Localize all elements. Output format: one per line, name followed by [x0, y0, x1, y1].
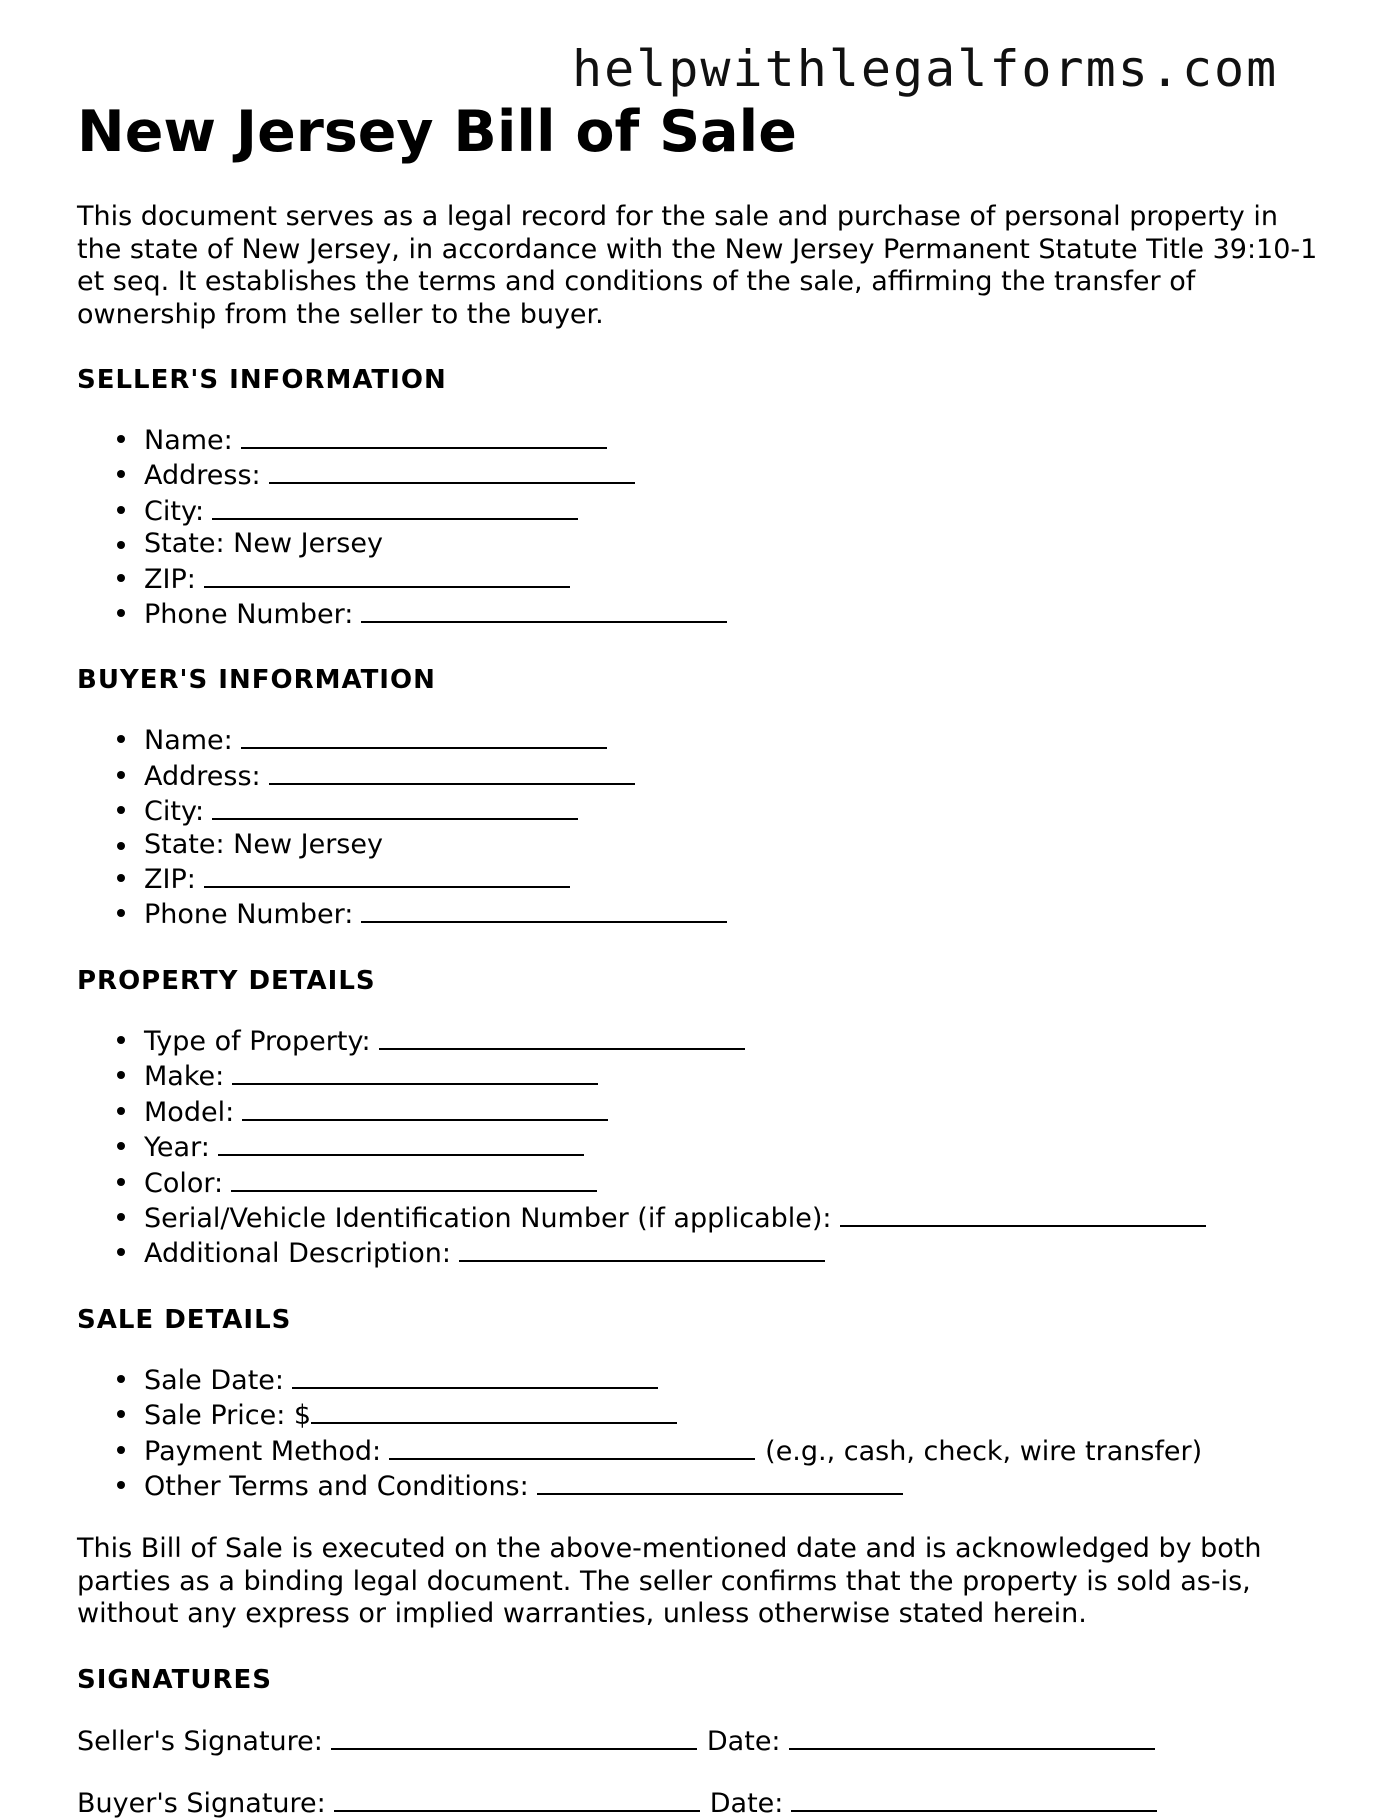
seller-address-item [144, 457, 1327, 492]
field-label: Payment Method: [144, 1435, 382, 1467]
field-label: Additional Description: [144, 1238, 451, 1270]
field-label: City: [144, 495, 205, 527]
property-type-blank[interactable] [379, 1023, 745, 1050]
field-label: State: New Jersey [144, 828, 383, 860]
seller-list [77, 422, 1327, 631]
seller-phone-item [144, 596, 1327, 631]
field-label: Color: [144, 1167, 224, 1199]
buyer-signature-line [77, 1785, 1327, 1820]
property-description-blank[interactable] [459, 1235, 825, 1262]
sale-list [77, 1362, 1327, 1504]
sale-payment-blank[interactable] [389, 1433, 755, 1460]
property-model-blank[interactable] [242, 1094, 608, 1121]
field-label: Serial/Vehicle Identification Number (if applicable): [144, 1202, 832, 1234]
seller-phone-blank[interactable] [361, 596, 727, 623]
field-label: Address: [144, 460, 261, 492]
seller-heading: SELLER'S INFORMATION [77, 365, 447, 395]
property-year-blank[interactable] [218, 1129, 584, 1156]
field-label: ZIP: [144, 864, 196, 896]
buyer-phone-blank[interactable] [361, 896, 727, 923]
field-label: ZIP: [144, 563, 196, 595]
seller-city-blank[interactable] [212, 493, 578, 520]
seller-city-item [144, 493, 1327, 528]
seller-signature-label: Seller's Signature: [77, 1725, 323, 1757]
buyer-address-item [144, 758, 1327, 793]
site-watermark: helpwithlegalforms.com [572, 40, 1279, 98]
field-label: State: New Jersey [144, 528, 383, 560]
buyer-phone-item [144, 896, 1327, 931]
field-label: City: [144, 796, 205, 828]
seller-date-label: Date: [706, 1725, 781, 1757]
buyer-state-item [144, 829, 1327, 861]
property-list [77, 1023, 1327, 1271]
property-model-item [144, 1094, 1327, 1129]
seller-zip-item [144, 561, 1327, 596]
seller-name-blank[interactable] [241, 422, 607, 449]
seller-zip-blank[interactable] [204, 561, 570, 588]
buyer-date-label: Date: [709, 1787, 784, 1819]
buyer-name-item [144, 722, 1327, 757]
sale-price-item [144, 1397, 1327, 1432]
closing-paragraph: This Bill of Sale is executed on the above-mentioned date and is acknowledged by both parties as a binding legal document. The seller confirms that the property is sold as-is, without any express or implied warranties, unless otherwise stated herein. [77, 1533, 1262, 1630]
field-label: Phone Number: [144, 599, 354, 631]
buyer-zip-item [144, 861, 1327, 896]
payment-note: (e.g., cash, check, wire transfer) [765, 1435, 1203, 1467]
field-label: Address: [144, 760, 261, 792]
sale-date-blank[interactable] [292, 1362, 658, 1389]
intro-paragraph: This document serves as a legal record for the sale and purchase of personal property in the state of New Jersey, in accordance with the New Jersey Permanent Statute Title 39:10-1 et seq. It establishes the terms and conditions of the sale, affirming the transfer of ownership from the seller to the buyer. [77, 201, 1318, 330]
buyer-city-item [144, 793, 1327, 828]
seller-date-blank[interactable] [789, 1723, 1155, 1750]
seller-address-blank[interactable] [269, 457, 635, 484]
property-serial-item [144, 1200, 1327, 1235]
seller-signature-blank[interactable] [331, 1723, 697, 1750]
field-label: Make: [144, 1061, 225, 1093]
document-title: New Jersey Bill of Sale [77, 99, 797, 165]
buyer-signature-label: Buyer's Signature: [77, 1787, 326, 1819]
field-label: Model: [144, 1096, 235, 1128]
sale-other-blank[interactable] [537, 1468, 903, 1495]
property-color-item [144, 1165, 1327, 1200]
field-label: Type of Property: [144, 1025, 371, 1057]
buyer-address-blank[interactable] [269, 758, 635, 785]
buyer-name-blank[interactable] [241, 722, 607, 749]
field-label: Name: [144, 425, 233, 456]
sale-other-item [144, 1468, 1327, 1503]
buyer-date-blank[interactable] [791, 1785, 1157, 1812]
property-make-item [144, 1058, 1327, 1093]
buyer-heading: BUYER'S INFORMATION [77, 665, 436, 696]
property-color-blank[interactable] [231, 1165, 597, 1192]
property-make-blank[interactable] [232, 1058, 598, 1085]
field-label: Name: [144, 725, 233, 757]
sale-payment-item [144, 1433, 1327, 1468]
sale-heading: SALE DETAILS [77, 1304, 292, 1335]
sale-price-blank[interactable] [311, 1397, 677, 1424]
property-description-item [144, 1235, 1327, 1270]
signatures-heading: SIGNATURES [77, 1664, 272, 1695]
document-body [77, 98, 1327, 1820]
property-serial-blank[interactable] [840, 1200, 1206, 1227]
seller-name-item [144, 422, 1327, 457]
seller-state-item [144, 528, 1327, 560]
property-type-item [144, 1023, 1327, 1058]
field-label: Other Terms and Conditions: [144, 1470, 529, 1502]
sale-date-item [144, 1362, 1327, 1397]
property-year-item [144, 1129, 1327, 1164]
buyer-signature-blank[interactable] [334, 1785, 700, 1812]
field-label: Phone Number: [144, 899, 354, 931]
field-label: Sale Price: $ [144, 1400, 312, 1432]
buyer-city-blank[interactable] [212, 793, 578, 820]
field-label: Sale Date: [144, 1364, 285, 1396]
seller-signature-line [77, 1723, 1327, 1758]
buyer-zip-blank[interactable] [204, 861, 570, 888]
buyer-list [77, 722, 1327, 931]
field-label: Year: [144, 1132, 210, 1164]
property-heading: PROPERTY DETAILS [77, 965, 376, 996]
